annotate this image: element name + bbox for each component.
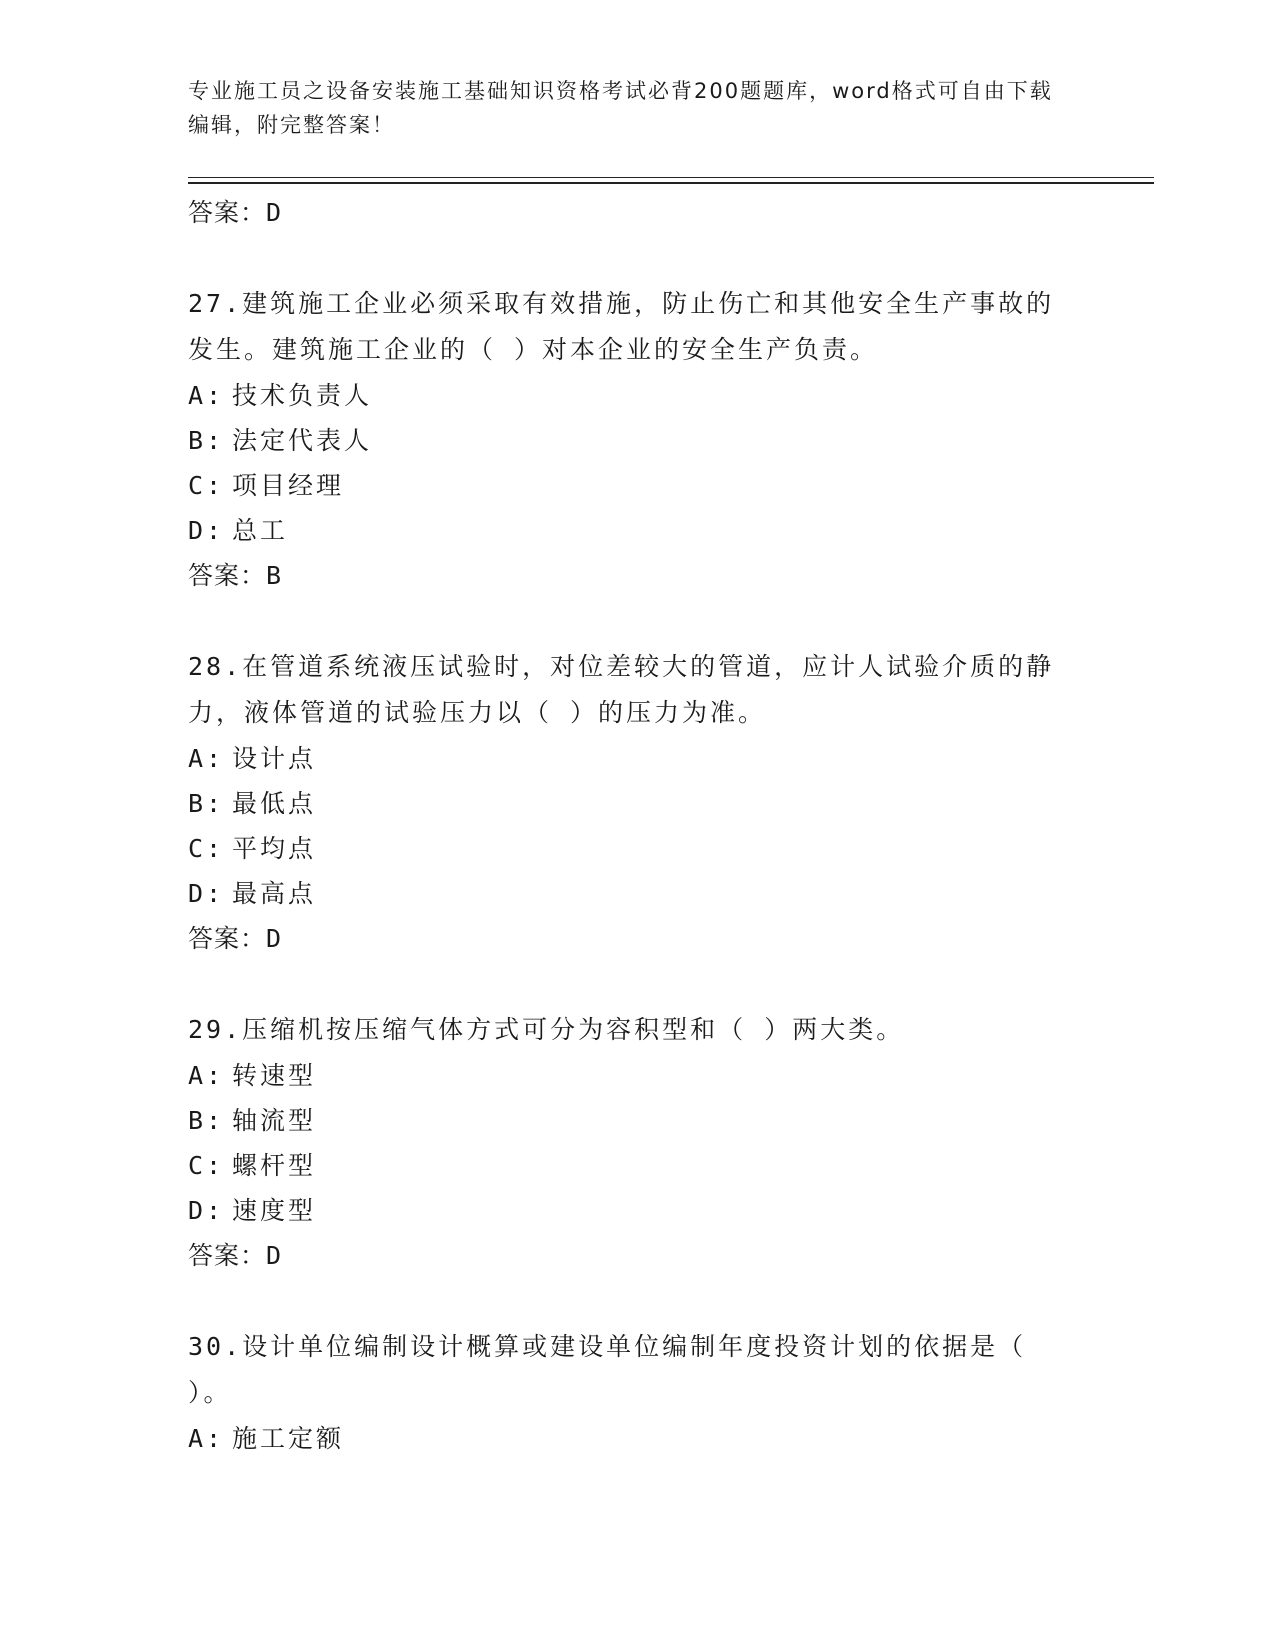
- option-text: 螺杆型: [232, 1151, 317, 1180]
- option-key: D:: [188, 516, 225, 545]
- option-text: 轴流型: [232, 1106, 317, 1135]
- question-answer: [188, 1233, 1088, 1278]
- option-text: 设计点: [232, 744, 317, 773]
- question-stem: 27.建筑施工企业必须采取有效措施，防止伤亡和其他安全生产事故的发生。建筑施工企业的（ ）对本企业的安全生产负责。: [188, 289, 1055, 364]
- option-text: 施工定额: [232, 1424, 345, 1453]
- question-answer: [188, 553, 1088, 598]
- option-key: A:: [188, 1061, 225, 1090]
- option-d: [188, 871, 1088, 916]
- header-divider-thick: [188, 182, 1154, 184]
- answer-value: B: [266, 561, 283, 590]
- spacer: [188, 235, 1088, 281]
- option-text: 速度型: [232, 1196, 317, 1225]
- option-key: D:: [188, 879, 225, 908]
- option-d: [188, 508, 1088, 553]
- option-text: 最低点: [232, 789, 317, 818]
- option-key: B:: [188, 789, 225, 818]
- question-stem: 30.设计单位编制设计概算或建设单位编制年度投资计划的依据是（ ）。: [188, 1332, 1027, 1407]
- option-key: C:: [188, 471, 225, 500]
- option-c: [188, 826, 1088, 871]
- option-key: C:: [188, 834, 225, 863]
- option-key: A:: [188, 744, 225, 773]
- option-text: 技术负责人: [232, 381, 373, 410]
- option-a: [188, 1416, 1088, 1461]
- option-c: [188, 1143, 1088, 1188]
- option-key: C:: [188, 1151, 225, 1180]
- question-answer: [188, 916, 1088, 961]
- option-c: [188, 463, 1088, 508]
- option-text: 项目经理: [232, 471, 345, 500]
- answer-label: 答案：: [188, 924, 267, 953]
- document-header: 专业施工员之设备安装施工基础知识资格考试必背200题题库，word格式可自由下载编辑，附完整答案！: [188, 79, 1053, 137]
- option-key: B:: [188, 426, 225, 455]
- option-a: [188, 373, 1088, 418]
- option-text: 法定代表人: [232, 426, 373, 455]
- option-b: [188, 418, 1088, 463]
- option-d: [188, 1188, 1088, 1233]
- question-stem: 28.在管道系统液压试验时，对位差较大的管道，应计人试验介质的静力，液体管道的试验压力以（ ）的压力为准。: [188, 652, 1055, 727]
- question-30: [188, 1324, 1088, 1461]
- option-text: 平均点: [232, 834, 317, 863]
- question-stem: 29.压缩机按压缩气体方式可分为容积型和（ ）两大类。: [188, 1015, 905, 1044]
- previous-answer: [188, 190, 1088, 235]
- option-key: A:: [188, 1424, 225, 1453]
- answer-label: 答案：: [188, 198, 267, 227]
- option-text: 最高点: [232, 879, 317, 908]
- header-divider-thin: [188, 177, 1154, 178]
- spacer: [188, 1278, 1088, 1324]
- spacer: [188, 598, 1088, 644]
- option-b: [188, 781, 1088, 826]
- option-a: [188, 736, 1088, 781]
- answer-label: 答案：: [188, 1241, 267, 1270]
- spacer: [188, 961, 1088, 1007]
- answer-label: 答案：: [188, 561, 267, 590]
- question-29: [188, 1007, 1088, 1278]
- option-key: B:: [188, 1106, 225, 1135]
- answer-value: D: [266, 924, 283, 953]
- answer-value: D: [266, 1241, 283, 1270]
- question-28: [188, 644, 1088, 961]
- option-text: 总工: [232, 516, 289, 545]
- answer-value: D: [266, 198, 283, 227]
- question-27: [188, 281, 1088, 598]
- option-key: A:: [188, 381, 225, 410]
- option-b: [188, 1098, 1088, 1143]
- option-key: D:: [188, 1196, 225, 1225]
- option-a: [188, 1053, 1088, 1098]
- option-text: 转速型: [232, 1061, 317, 1090]
- question-list: [188, 190, 1088, 1461]
